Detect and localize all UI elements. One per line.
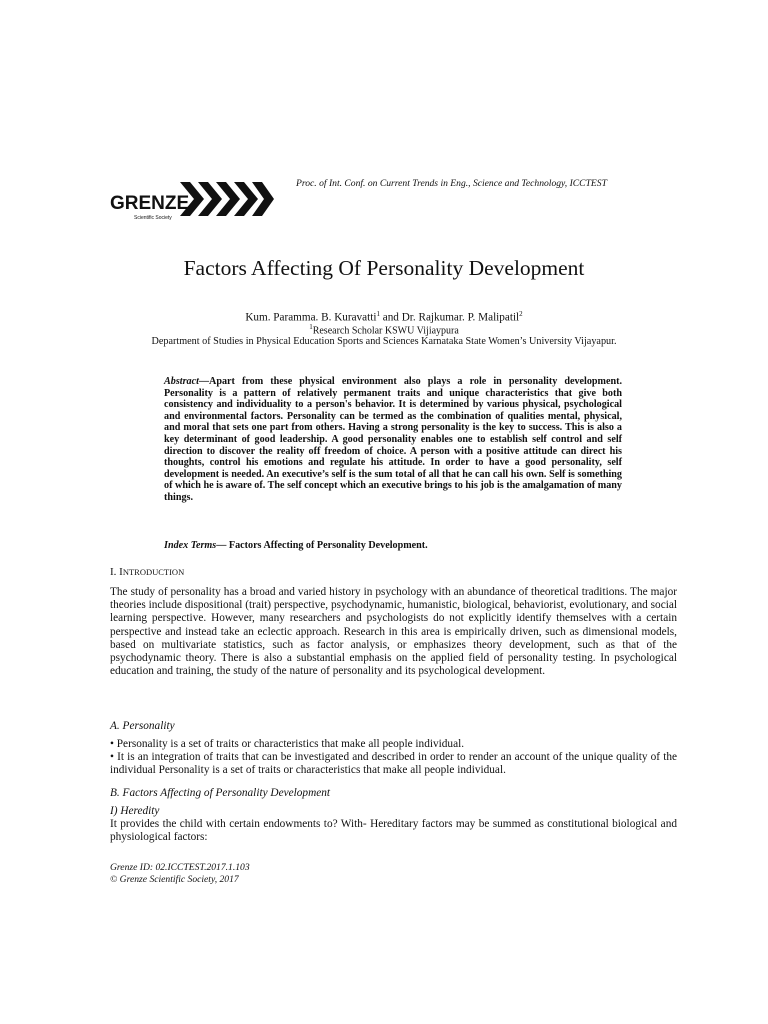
subsection-heading-personality: A. Personality — [110, 720, 175, 732]
index-terms-text: Factors Affecting of Personality Development. — [228, 540, 428, 551]
section-heading-introduction — [110, 566, 184, 578]
index-terms — [164, 540, 622, 551]
intro-heading-rest: NTRODUCTION — [122, 567, 185, 577]
affiliation-1-sup: 1 — [309, 323, 313, 331]
introduction-paragraph: The study of personality has a broad and varied history in psychology with an abundance of theoretical traditions. The major theories include dispositional (trait) perspective, psychodynamic, humanistic, biological, behaviorist, evolutionary, and social learning perspective. However, many researchers and psychologists do not explicitly identify themselves with a certain perspective and instead take an eclectic approach. Research in this area is empirically driven, such as dimensional models, based on multivariate statistics, such as factor analysis, or emphasizes theory development, such as that of the psychodynamic theory. There is also a substantial emphasis on the applied field of personality testing. In psychological education and training, the study of the nature of personality and its psychological development. — [110, 586, 677, 678]
chevrons-logo-icon — [108, 176, 274, 222]
grenze-id: Grenze ID: 02.ICCTEST.2017.1.103 — [110, 862, 250, 873]
intro-heading-num: I. I — [110, 566, 123, 578]
bullet-item: • Personality is a set of traits or characteristics that make all people individual. — [110, 738, 465, 750]
copyright: © Grenze Scientific Society, 2017 — [110, 874, 239, 885]
paper-title: Factors Affecting Of Personality Development — [183, 256, 585, 280]
index-terms-dash: — — [216, 540, 229, 551]
heredity-paragraph: It provides the child with certain endowments to? With- Hereditary factors may be summed as constitutional biological and physiological factors: — [110, 818, 677, 844]
footer — [110, 862, 250, 886]
subsection-heading-heredity: I) Heredity — [110, 805, 160, 817]
bullet-item: • It is an integration of traits that can be investigated and described in order to render an account of the unique quality of the individual Personality is a set of traits or characteristics that make all people individual. — [110, 751, 677, 777]
authors-line — [0, 310, 768, 324]
author-2-sup: 2 — [519, 310, 523, 318]
proceedings-line: Proc. of Int. Conf. on Current Trends in Eng., Science and Technology, ICCTEST — [296, 178, 607, 189]
affiliation-2: Department of Studies in Physical Education Sports and Sciences Karnataka State Women’s University Vijayapur. — [151, 336, 617, 347]
abstract-text: Apart from these physical environment also plays a role in personality development. Personality is a pattern of relatively permanent traits and unique characteristics that give both consistency and individuality to a person's behavior. It is determined by various physical, psychological and environmental factors. Personality can be termed as the combination of qualities mental, physical, and moral that sets one part from others. Having a strong personality is the key to success. This is also a key determinant of good leadership. A good personality enables one to establish self control and self direction to discover the reality off freedom of choice. A person with a positive attitude can direct his thoughts, control his emotions and regulate his attitude. In order to have a good personality, self development is needed. An executive’s self is the sum total of all that he can call his own. Self is something of which he is aware of. The self concept which an executive brings to his job is the amalgamation of many things. — [164, 376, 622, 503]
subsection-heading-factors: B. Factors Affecting of Personality Development — [110, 787, 331, 799]
author-1-sup: 1 — [376, 310, 380, 318]
abstract-lead: Abstract — [164, 376, 199, 387]
index-terms-lead: Index Terms — [164, 540, 217, 551]
logo-tagline: Scientific Society — [134, 215, 172, 221]
affiliation-1 — [0, 323, 768, 336]
affiliation-1-text: Research Scholar KSWU Vijiaypura — [312, 325, 459, 337]
logo-name: GRENZE — [110, 193, 190, 214]
grenze-logo — [108, 176, 274, 222]
abstract-dash: — — [198, 376, 210, 387]
author-2: Dr. Rajkumar. P. Malipatil — [401, 311, 520, 324]
abstract — [164, 376, 622, 504]
author-joiner: and — [379, 311, 402, 324]
author-1: Kum. Paramma. B. Kuravatti — [245, 311, 377, 324]
